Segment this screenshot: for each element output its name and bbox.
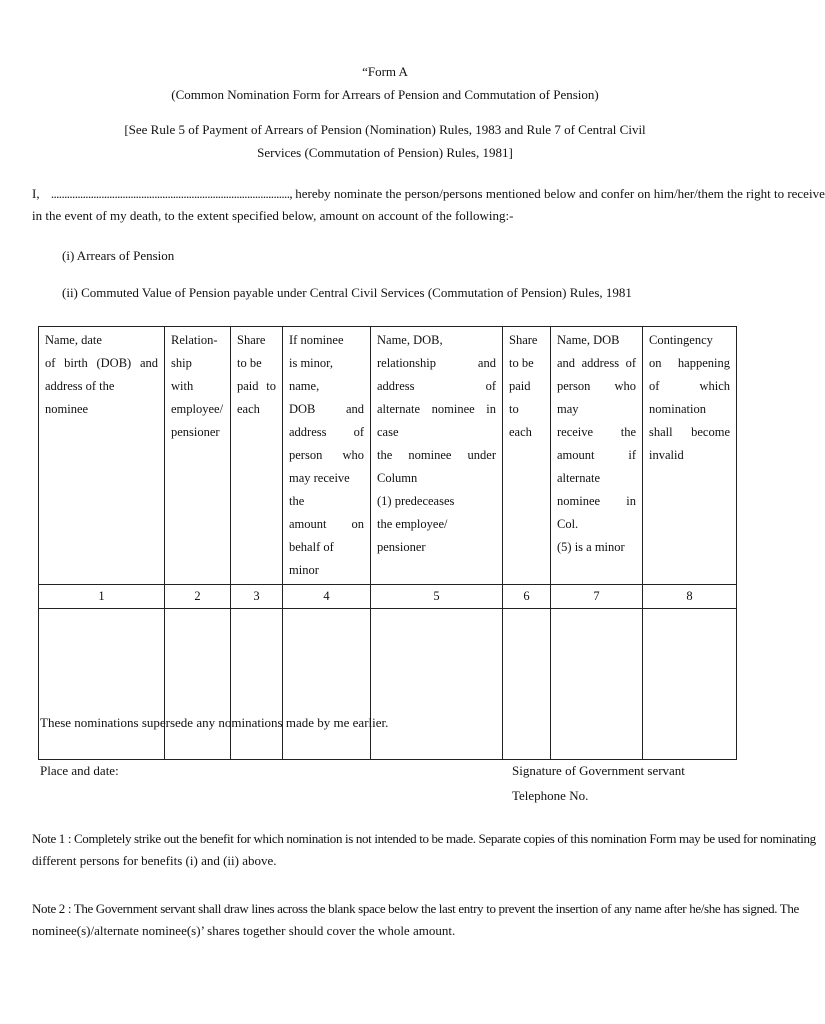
header-text: to be bbox=[509, 356, 534, 370]
place-and-date-label: Place and date: bbox=[40, 763, 119, 778]
col-header-alternate-share bbox=[503, 327, 551, 585]
benefit-item-1: (i) Arrears of Pension bbox=[62, 248, 175, 263]
column-number: 6 bbox=[503, 585, 551, 609]
header-text: shall become bbox=[649, 425, 730, 439]
header-text: pensioner bbox=[171, 425, 220, 439]
column-number: 3 bbox=[231, 585, 283, 609]
column-number: 7 bbox=[551, 585, 643, 609]
header-text: ship bbox=[171, 356, 192, 370]
header-text: address of bbox=[289, 425, 364, 439]
header-text: Share bbox=[237, 333, 266, 347]
header-text: invalid bbox=[649, 448, 684, 462]
header-text: alternate nominee in case bbox=[377, 402, 496, 439]
header-text: person who bbox=[289, 448, 364, 462]
header-text: person who may bbox=[557, 379, 636, 416]
note-1 bbox=[32, 828, 816, 872]
header-text: to bbox=[509, 402, 519, 416]
entry-cell-alternate-minor-guardian[interactable] bbox=[551, 609, 643, 760]
column-number: 4 bbox=[283, 585, 371, 609]
rule-reference-line-1: [See Rule 5 of Payment of Arrears of Pension (Nomination) Rules, 1983 and Rule 7 of Central Civil bbox=[124, 122, 646, 137]
header-text: behalf of minor bbox=[289, 540, 334, 577]
header-text: each bbox=[509, 425, 532, 439]
header-text: relationship and address of bbox=[377, 356, 496, 393]
signature-label: Signature of Government servant bbox=[512, 763, 685, 778]
header-text: alternate bbox=[557, 471, 601, 485]
telephone-label: Telephone No. bbox=[512, 788, 589, 803]
form-title: “Form A bbox=[362, 64, 408, 79]
header-text: paid to bbox=[237, 379, 276, 393]
header-text: the nominee under Column bbox=[377, 448, 496, 485]
header-text: address of the nominee bbox=[45, 379, 115, 416]
intro-text: hereby nominate the person/persons mentioned below and confer on him/her/them the right to receive bbox=[295, 186, 825, 201]
header-text: Contingency bbox=[649, 333, 713, 347]
table-entry-row bbox=[39, 609, 737, 760]
header-text: the employee/ bbox=[377, 517, 448, 531]
header-text: Name, date bbox=[45, 333, 102, 347]
header-text: Name, DOB bbox=[557, 333, 620, 347]
header-text: (1) predeceases bbox=[377, 494, 455, 508]
entry-cell-relationship[interactable] bbox=[165, 609, 231, 760]
header-text: amount on bbox=[289, 517, 364, 531]
note-2 bbox=[32, 898, 799, 942]
nominator-name-blank[interactable]: .........................................................................................., bbox=[50, 186, 292, 201]
column-number: 1 bbox=[39, 585, 165, 609]
header-text: (5) is a minor bbox=[557, 540, 625, 554]
note-2-line-2: nominee(s)/alternate nominee(s)’ shares together should cover the whole amount. bbox=[32, 923, 456, 938]
note-1-line-2: different persons for benefits (i) and (ii) above. bbox=[32, 853, 277, 868]
table-header-row bbox=[39, 327, 737, 585]
col-header-nominee-details bbox=[39, 327, 165, 585]
header-text: with bbox=[171, 379, 194, 393]
entry-cell-alternate-share[interactable] bbox=[503, 609, 551, 760]
col-header-minor-guardian bbox=[283, 327, 371, 585]
header-text: nomination bbox=[649, 402, 706, 416]
header-text: Share bbox=[509, 333, 538, 347]
col-header-contingency bbox=[643, 327, 737, 585]
header-text: paid bbox=[509, 379, 531, 393]
entry-cell-contingency[interactable] bbox=[643, 609, 737, 760]
header-text: DOB and bbox=[289, 402, 364, 416]
header-text: Name, DOB, bbox=[377, 333, 443, 347]
supersede-statement: These nominations supersede any nominations made by me earlier. bbox=[40, 715, 389, 730]
header-text: and address of bbox=[557, 356, 636, 370]
rule-reference-line-2: Services (Commutation of Pension) Rules, 1981] bbox=[257, 145, 513, 160]
column-number: 8 bbox=[643, 585, 737, 609]
header-text: to be bbox=[237, 356, 262, 370]
column-number: 5 bbox=[371, 585, 503, 609]
col-header-relationship bbox=[165, 327, 231, 585]
header-text: If nominee bbox=[289, 333, 344, 347]
intro-prefix: I, bbox=[32, 186, 40, 201]
intro-line-2: in the event of my death, to the extent specified below, amount on account of the following:- bbox=[32, 208, 514, 223]
header-text: of which bbox=[649, 379, 730, 393]
entry-cell-alternate-nominee[interactable] bbox=[371, 609, 503, 760]
header-text: Relation- bbox=[171, 333, 218, 347]
header-text: on happening bbox=[649, 356, 730, 370]
column-number-row bbox=[39, 585, 737, 609]
note-2-line-1: Note 2 : The Government servant shall draw lines across the blank space below the last entry to prevent the insertion of any name after he/she has signed. The bbox=[32, 901, 799, 916]
entry-cell-share[interactable] bbox=[231, 609, 283, 760]
header-text: pensioner bbox=[377, 540, 426, 554]
intro-line-1 bbox=[32, 183, 825, 204]
entry-cell-minor-guardian[interactable] bbox=[283, 609, 371, 760]
header-text: is minor, name, bbox=[289, 356, 333, 393]
column-number: 2 bbox=[165, 585, 231, 609]
col-header-alternate-nominee bbox=[371, 327, 503, 585]
note-1-line-1: Note 1 : Completely strike out the benefit for which nomination is not intended to be made. Separate copies of this nomination Form may be used for nominating bbox=[32, 831, 816, 846]
header-text: may receive the bbox=[289, 471, 350, 508]
col-header-alternate-minor-guardian bbox=[551, 327, 643, 585]
header-text: of birth (DOB) and bbox=[45, 356, 158, 370]
header-text: employee/ bbox=[171, 402, 224, 416]
header-text: nominee in Col. bbox=[557, 494, 636, 531]
form-subtitle: (Common Nomination Form for Arrears of Pension and Commutation of Pension) bbox=[171, 87, 599, 102]
header-text: receive the bbox=[557, 425, 636, 439]
nomination-table bbox=[38, 326, 737, 760]
header-text: each bbox=[237, 402, 260, 416]
header-text: amount if bbox=[557, 448, 636, 462]
benefit-item-2: (ii) Commuted Value of Pension payable under Central Civil Services (Commutation of Pension) Rules, 1981 bbox=[62, 285, 632, 300]
entry-cell-nominee-details[interactable] bbox=[39, 609, 165, 760]
col-header-share bbox=[231, 327, 283, 585]
